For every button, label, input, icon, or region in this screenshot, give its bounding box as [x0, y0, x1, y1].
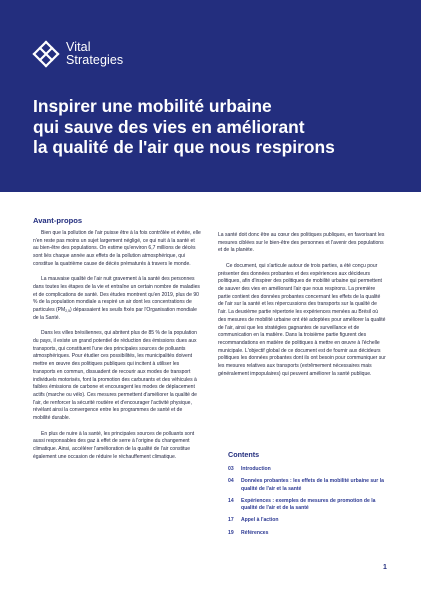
toc-page-number: 04 — [228, 478, 234, 485]
header-banner — [0, 0, 421, 192]
foreword-paragraph-1: Bien que la pollution de l'air puisse être à la fois contrôlée et évitée, elle n'en reste pas moins un sujet largement négligé, ce qui nuit à la santé et au bien-être des populations. On estime qu'environ 6,7 millions de décès sont liés chaque année aux effets de la pollution atmosphérique, qui constitue la quatrième cause de décès prématurés à travers le monde. — [33, 230, 201, 267]
page-number: 1 — [383, 564, 387, 571]
foreword-heading: Avant-propos — [33, 216, 83, 225]
foreword-paragraph-6: Ce document, qui s'articule autour de trois parties, a été conçu pour présenter des données probantes et des expériences aux décideurs politiques, afin d'inspirer des politiques de mobilité urbaine qui permettent de sauver des vies en améliorant l'air que nous respirons. La première partie contient des données probantes concernant les effets de la qualité de l'air sur la santé et les répercussions des transports sur la qualité de l'air. La deuxième partie répertorie les expériences menées au Brésil où des mesures de mobilité urbaine ont été adoptées pour améliorer la qualité de l'air, ainsi que les stratégies gagnantes de surveillance et de communication en la matière. Dans la troisième partie figurent des recommandations en matière de politiques à mettre en œuvre à l'échelle municipale. L'objectif global de ce document est de fournir aux décideurs politiques les données probantes dont ils ont besoin pour communiquer sur les mesures relatives aux transports (extrêmement nécessaires mais généralement impopulaires) qui peuvent améliorer la santé publique. — [218, 262, 386, 377]
toc-item[interactable] — [228, 530, 392, 537]
page-title — [33, 96, 393, 158]
foreword-paragraph-2-end: ) dépassaient les seuils fixés par l'Organisation mondiale de la Santé. — [33, 307, 197, 321]
toc-label: Introduction — [241, 466, 271, 472]
toc-page-number: 03 — [228, 466, 234, 472]
title-line-1: Inspirer une mobilité urbaine — [33, 96, 272, 116]
logo-wordmark — [66, 41, 123, 67]
foreword-paragraph-5: La santé doit donc être au cœur des politiques publiques, en favorisant les mesures ciblées sur le bien-être des personnes et l'avenir des populations et de la planète. — [218, 232, 385, 254]
toc-item[interactable] — [228, 478, 392, 493]
title-line-2: qui sauve des vies en améliorant — [33, 116, 305, 137]
contents-heading: Contents — [228, 450, 260, 459]
title-line-3: la qualité de l'air que nous respirons — [33, 137, 335, 157]
toc-label: Références — [241, 529, 269, 536]
logo-line-2: Strategies — [66, 53, 124, 67]
toc-item[interactable] — [228, 498, 392, 513]
logo-line-1: Vital — [66, 40, 91, 54]
right-column — [218, 232, 386, 386]
foreword-paragraph-3: Dans les villes brésiliennes, qui abritent plus de 85 % de la population du pays, il existe un grand potentiel de réduction des émissions dues aux transports, qui constituent l'une des principales sources de polluants atmosphériques. Pour étudier ces possibilités, les municipalités doivent mettre en œuvre des politiques publiques qui incitent à utiliser les transports en commun, dissuadent de recourir aux modes de transport individuels motorisés, font la promotion des carburants et des véhicules à faibles émissions de carbone et encouragent les modes de déplacement actifs (marche ou vélo). Ces mesures permettent d'améliorer la qualité de l'air, de renforcer la sécurité routière et d'encourager l'activité physique, révélant ainsi la convergence entre les programmes de santé et de mobilité durable. — [33, 330, 197, 422]
toc-page-number: 19 — [228, 529, 234, 536]
foreword-paragraph-4: En plus de nuire à la santé, les principales sources de polluants sont aussi responsables des gaz à effet de serre à l'origine du changement climatique. Ainsi, accélérer l'amélioration de la qualité de l'air constitue également une occasion de réduire le réchauffement climatique. — [33, 430, 195, 460]
toc-label: Expériences : exemples de mesures de promotion de la qualité de l'air et de la santé — [241, 497, 376, 512]
left-column — [33, 216, 201, 469]
toc-item[interactable] — [228, 466, 392, 473]
toc-label: Appel à l'action — [241, 517, 279, 524]
pm-subscript: 2,5 — [65, 309, 70, 314]
vital-strategies-logo-icon — [32, 40, 60, 68]
toc-label: Données probantes : les effets de la mobilité urbaine sur la qualité de l'air et la santé — [241, 478, 384, 492]
toc-page-number: 14 — [228, 497, 234, 504]
toc-page-number: 17 — [228, 517, 234, 524]
foreword-paragraph-2 — [33, 276, 201, 322]
table-of-contents — [228, 450, 392, 542]
logo — [32, 40, 123, 68]
foreword-paragraph-2-text: La mauvaise qualité de l'air nuit gravement à la santé des personnes dans toutes les étapes de la vie et entraîne un certain nombre de maladies et de complications de santé. Des études montrent qu'en 2019, plus de 90 % de la population mondiale a respiré un air dont les concentrations de particules (PM — [33, 276, 200, 314]
toc-item[interactable] — [228, 517, 392, 524]
